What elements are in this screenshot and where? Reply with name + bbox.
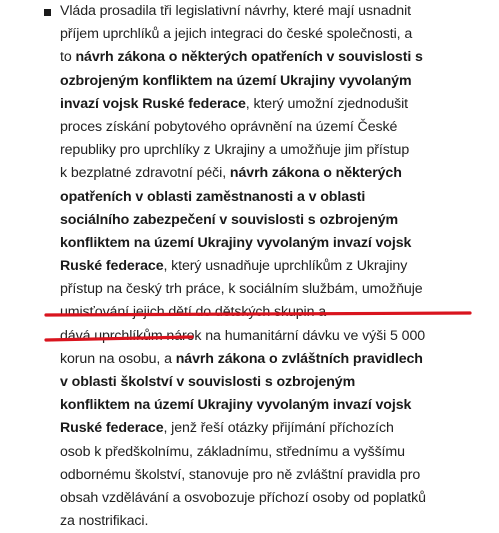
text-line xyxy=(60,394,492,417)
text-line xyxy=(60,371,492,394)
text-line xyxy=(60,116,492,139)
bold-text: návrh zákona o zvláštních pravidlech xyxy=(175,350,423,367)
bold-text: invazí vojsk Ruské federace xyxy=(60,95,246,112)
bold-text: sociálního zabezpečení v souvislosti s ozbrojeným xyxy=(60,211,399,228)
text-line xyxy=(60,255,492,278)
text-line xyxy=(60,23,492,46)
text-span: osob k předškolnímu, základnímu, střednímu a vyššímu xyxy=(60,443,405,460)
red-underline-marker xyxy=(44,313,474,353)
bold-text: Ruské federace xyxy=(60,258,164,275)
bold-text: návrh zákona o některých opatřeních v souvislosti s xyxy=(75,49,423,66)
text-span: , který usnadňuje uprchlíkům z Ukrajiny xyxy=(163,258,408,275)
text-line xyxy=(60,510,492,533)
text-line xyxy=(60,46,492,69)
text-span: , jenž řeší otázky přijímání příchozích xyxy=(163,420,394,437)
text-span: korun na osobu, a xyxy=(60,350,176,367)
bold-text: konfliktem na území Ukrajiny vyvolaným invazí vojsk xyxy=(60,397,412,414)
bold-text: ozbrojeným konfliktem na území Ukrajiny vyvolaným xyxy=(60,72,412,89)
text-line xyxy=(60,139,492,162)
bold-text: konfliktem na území Ukrajiny vyvolaným invazí vojsk xyxy=(60,234,412,251)
text-line xyxy=(60,0,492,23)
text-line xyxy=(60,417,492,440)
text-line xyxy=(60,278,492,301)
text-span: dává uprchlíkům nárok na humanitární dávku ve výši 5 000 xyxy=(60,327,426,344)
paragraph-text xyxy=(60,0,492,533)
text-span: proces získání pobytového oprávnění na území České xyxy=(60,118,398,135)
text-span: Vláda prosadila tři legislativní návrhy, které mají usnadnit xyxy=(60,3,411,19)
bullet-marker xyxy=(44,9,51,16)
bold-text: Ruské federace xyxy=(60,420,164,437)
text-span: přístup na český trh práce, k sociálním službám, umožňuje xyxy=(60,281,423,298)
bold-text: v oblasti školství v souvislosti s ozbrojeným xyxy=(60,374,356,390)
text-span: republiky pro uprchlíky z Ukrajiny a umožňuje jim přístup xyxy=(60,142,410,159)
text-span: to xyxy=(60,49,76,66)
text-line xyxy=(60,487,492,510)
text-line xyxy=(60,70,492,93)
text-line xyxy=(60,441,492,464)
text-span: odbornému školství, stanovuje pro ně zvláštní pravidla pro xyxy=(60,466,421,483)
text-span: , který umožní zjednodušit xyxy=(245,95,408,112)
text-line xyxy=(60,93,492,116)
text-span: umisťování jejich dětí do dětských skupin a xyxy=(60,304,326,321)
bold-text: opatřeních v oblasti zaměstnanosti a v oblasti xyxy=(60,188,366,205)
text-span: za nostrifikaci. xyxy=(60,513,149,530)
text-span: k bezplatné zdravotní péči, xyxy=(60,165,230,182)
text-line xyxy=(60,186,492,209)
text-line xyxy=(60,209,492,232)
text-span: obsah vzdělávání a osvobozuje příchozí osoby od poplatků xyxy=(60,489,426,506)
red-underline-stroke xyxy=(46,337,192,340)
red-underline-stroke xyxy=(46,313,470,315)
text-line xyxy=(60,464,492,487)
text-line xyxy=(60,232,492,255)
text-line xyxy=(60,162,492,185)
text-span: příjem uprchlíků a jejich integraci do české společnosti, a xyxy=(60,26,413,43)
bold-text: návrh zákona o některých xyxy=(229,165,402,182)
